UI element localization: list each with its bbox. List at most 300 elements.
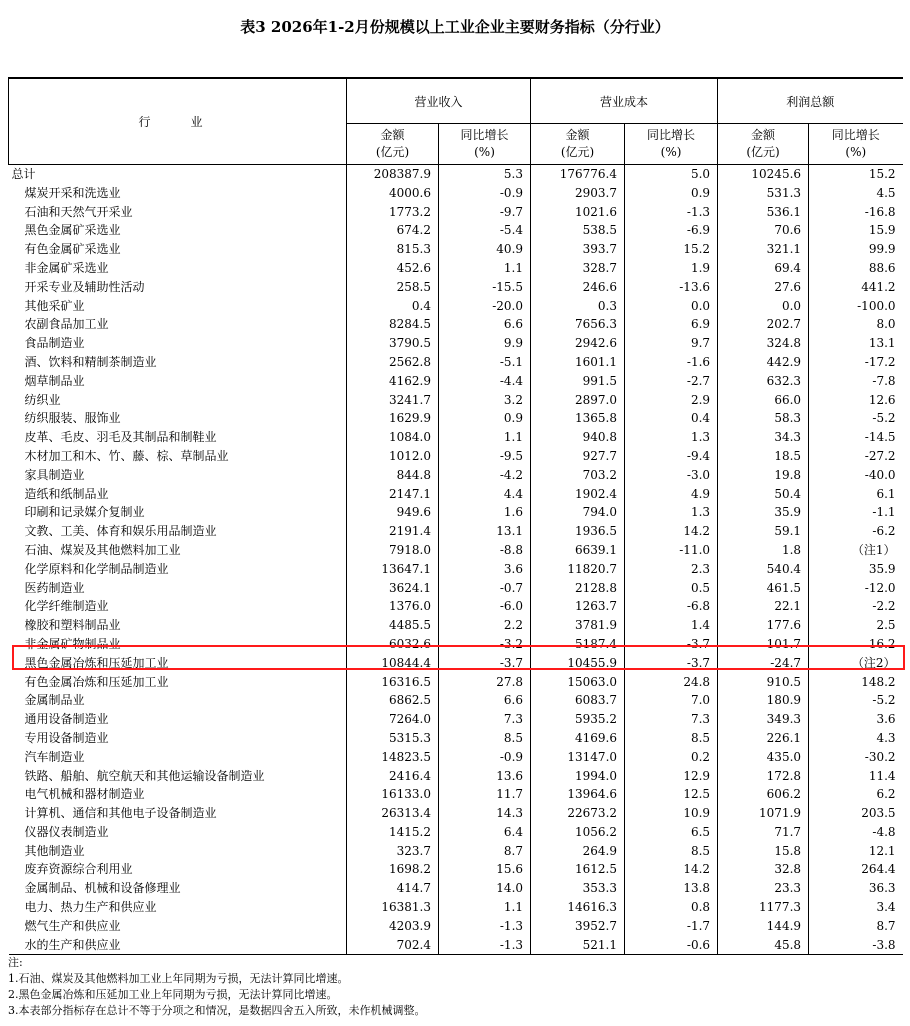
industry-name: 纺织服装、服饰业 [24,411,121,426]
value-cell: -0.9 [439,748,531,767]
industry-header: 行 业 [9,78,347,165]
value-cell: 6.1 [809,485,903,504]
value-cell: -0.7 [439,579,531,598]
value-cell: -3.0 [625,466,718,485]
value-cell: -7.8 [809,372,903,391]
industry-name: 化学纤维制造业 [24,599,109,614]
value-cell: -1.3 [439,917,531,936]
value-cell: 1365.8 [531,409,625,428]
value-cell: -5.4 [439,221,531,240]
note-item: 3.本表部分指标存在总计不等于分项之和情况，是数据四舍五入所致，未作机械调整。 [8,1004,426,1017]
value-cell: 3781.9 [531,616,625,635]
industry-name: 专用设备制造业 [24,730,109,745]
value-cell: 2562.8 [347,353,439,372]
industry-name: 总计 [11,167,36,181]
value-cell: 531.3 [718,184,809,203]
table-row [9,278,903,297]
table-row [9,842,903,861]
value-cell: 16316.5 [347,673,439,692]
table-row [9,503,903,522]
value-cell: 606.2 [718,785,809,804]
value-cell: 4.3 [809,729,903,748]
value-cell: 27.8 [439,673,531,692]
growth-label: 同比增长 [831,128,880,142]
value-cell: 5187.4 [531,635,625,654]
value-cell: 5935.2 [531,710,625,729]
value-cell: 24.8 [625,673,718,692]
value-cell: 6.9 [625,315,718,334]
value-cell: 1936.5 [531,522,625,541]
value-cell: -1.1 [809,503,903,522]
value-cell: 180.9 [718,691,809,710]
industry-name: 非金属矿采选业 [24,260,109,275]
industry-name: 纺织业 [24,392,61,407]
value-cell: 264.4 [809,860,903,879]
value-cell: 12.5 [625,785,718,804]
value-cell: 6862.5 [347,691,439,710]
value-cell: 0.0 [718,297,809,316]
value-cell: -8.8 [439,541,531,560]
industry-name: 铁路、船舶、航空航天和其他运输设备制造业 [24,768,265,783]
value-cell: 22.1 [718,597,809,616]
value-cell: 15.9 [809,221,903,240]
value-cell: -14.5 [809,428,903,447]
value-cell: 148.2 [809,673,903,692]
value-cell: 16381.3 [347,898,439,917]
value-cell: 45.8 [718,936,809,955]
value-cell: 12.1 [809,842,903,861]
industry-name: 家具制造业 [24,467,85,482]
value-cell: 71.7 [718,823,809,842]
value-cell: 101.7 [718,635,809,654]
value-cell: 11.7 [439,785,531,804]
value-cell: -2.2 [809,597,903,616]
value-cell: 452.6 [347,259,439,278]
profit-growth-header [809,124,903,165]
value-cell: 815.3 [347,240,439,259]
value-cell: 1021.6 [531,203,625,222]
industry-name: 印刷和记录媒介复制业 [24,505,145,520]
value-cell: 3.6 [809,710,903,729]
value-cell: -5.1 [439,353,531,372]
industry-name: 通用设备制造业 [24,712,109,727]
value-cell: 3952.7 [531,917,625,936]
value-cell: 7264.0 [347,710,439,729]
value-cell: -40.0 [809,466,903,485]
value-cell: -3.7 [625,635,718,654]
value-cell: -12.0 [809,579,903,598]
industry-name: 酒、饮料和精制茶制造业 [24,354,157,369]
industry-name: 电气机械和器材制造业 [24,787,145,802]
industry-name: 开采专业及辅助性活动 [24,279,145,294]
table-row [9,240,903,259]
table-header [9,78,903,165]
value-cell: 435.0 [718,748,809,767]
industry-name: 废弃资源综合利用业 [24,862,133,877]
note-item: 2.黑色金属冶炼和压延加工业上年同期为亏损，无法计算同比增速。 [8,988,338,1001]
value-cell: 8.7 [439,842,531,861]
industry-name: 农副食品加工业 [24,317,109,332]
table-row [9,729,903,748]
value-cell: 8.0 [809,315,903,334]
value-cell: 7918.0 [347,541,439,560]
value-cell: 15063.0 [531,673,625,692]
table-row [9,936,903,955]
value-cell: 70.6 [718,221,809,240]
value-cell: -1.7 [625,917,718,936]
value-cell: 324.8 [718,334,809,353]
value-cell: 0.9 [625,184,718,203]
table-row [9,466,903,485]
table-row [9,334,903,353]
value-cell: 6.4 [439,823,531,842]
value-cell: 10844.4 [347,654,439,673]
industry-name: 皮革、毛皮、羽毛及其制品和制鞋业 [24,430,217,445]
table-row [9,748,903,767]
table-row [9,522,903,541]
value-cell: 0.0 [625,297,718,316]
cost-growth-header [625,124,718,165]
value-cell: 4.9 [625,485,718,504]
value-cell: 1056.2 [531,823,625,842]
industry-name: 计算机、通信和其他电子设备制造业 [24,806,217,821]
value-cell: 176776.4 [531,165,625,184]
value-cell: 3.6 [439,560,531,579]
value-cell: -15.5 [439,278,531,297]
value-cell: 991.5 [531,372,625,391]
notes-heading: 注: [8,956,23,969]
value-cell: 35.9 [809,560,903,579]
industry-name: 其他采矿业 [24,298,85,313]
value-cell: 5315.3 [347,729,439,748]
value-cell: -13.6 [625,278,718,297]
value-cell: 442.9 [718,353,809,372]
value-cell: 8284.5 [347,315,439,334]
value-cell: 40.9 [439,240,531,259]
value-cell: 177.6 [718,616,809,635]
value-cell: 58.3 [718,409,809,428]
value-cell: 2.3 [625,560,718,579]
value-cell: 1612.5 [531,860,625,879]
value-cell: 1601.1 [531,353,625,372]
value-cell: 3.4 [809,898,903,917]
value-cell: -6.0 [439,597,531,616]
value-cell: 12.6 [809,391,903,410]
value-cell: 2897.0 [531,391,625,410]
value-cell: -100.0 [809,297,903,316]
industry-name: 石油、煤炭及其他燃料加工业 [24,542,181,557]
value-cell: 226.1 [718,729,809,748]
value-cell: 10245.6 [718,165,809,184]
industry-name: 造纸和纸制品业 [24,486,109,501]
value-cell: 1.1 [439,428,531,447]
value-cell: -11.0 [625,541,718,560]
table-row [9,616,903,635]
value-cell: -3.2 [439,635,531,654]
value-cell: 2.2 [439,616,531,635]
value-cell: 15.6 [439,860,531,879]
revenue-header: 营业收入 [347,78,531,124]
value-cell: 1994.0 [531,767,625,786]
value-cell: 7.3 [439,710,531,729]
table-row [9,898,903,917]
value-cell: 50.4 [718,485,809,504]
value-cell: 26313.4 [347,804,439,823]
value-cell: 4485.5 [347,616,439,635]
value-cell: 14616.3 [531,898,625,917]
value-cell: 1.1 [439,259,531,278]
value-cell: -9.4 [625,447,718,466]
value-cell: 441.2 [809,278,903,297]
value-cell: 1.9 [625,259,718,278]
value-cell: 2.5 [809,616,903,635]
value-cell: -0.9 [439,184,531,203]
value-cell: 4162.9 [347,372,439,391]
value-cell: 13.6 [439,767,531,786]
value-cell: 536.1 [718,203,809,222]
note-item: 1.石油、煤炭及其他燃料加工业上年同期为亏损，无法计算同比增速。 [8,972,349,985]
value-cell: 940.8 [531,428,625,447]
value-cell: -16.8 [809,203,903,222]
table-row [9,221,903,240]
value-cell: 393.7 [531,240,625,259]
cost-amount-header [531,124,625,165]
table-row [9,203,903,222]
value-cell: 632.3 [718,372,809,391]
value-cell: 6.6 [439,691,531,710]
amount-unit: (亿元) [375,145,410,159]
value-cell: -6.2 [809,522,903,541]
value-cell: 414.7 [347,879,439,898]
value-cell: 674.2 [347,221,439,240]
value-cell: 14.0 [439,879,531,898]
value-cell: 7.0 [625,691,718,710]
table-row [9,428,903,447]
table-row [9,691,903,710]
value-cell: 1263.7 [531,597,625,616]
industry-name: 医药制造业 [24,580,85,595]
industry-name: 仪器仪表制造业 [24,824,109,839]
value-cell: 4000.6 [347,184,439,203]
value-cell: -6.9 [625,221,718,240]
value-cell: 2147.1 [347,485,439,504]
value-cell: 208387.9 [347,165,439,184]
table-notes [8,955,426,1019]
value-cell: 328.7 [531,259,625,278]
value-cell: 88.6 [809,259,903,278]
amount-unit: (亿元) [560,145,595,159]
industry-name: 水的生产和供应业 [9,936,347,955]
industry-name: 非金属矿物制品业 [24,636,121,651]
industry-name: 煤炭开采和洗选业 [24,185,121,200]
value-cell: 6.6 [439,315,531,334]
value-cell: 1084.0 [347,428,439,447]
value-cell: 144.9 [718,917,809,936]
value-cell: 3241.7 [347,391,439,410]
table-row [9,597,903,616]
value-cell: 264.9 [531,842,625,861]
value-cell: 14.2 [625,860,718,879]
value-cell: 4.4 [439,485,531,504]
value-cell: 69.4 [718,259,809,278]
industry-name: 黑色金属冶炼和压延加工业 [24,655,169,670]
industry-name: 化学原料和化学制品制造业 [24,561,169,576]
value-cell: 1.6 [439,503,531,522]
value-cell: （注2） [809,654,903,673]
value-cell: 703.2 [531,466,625,485]
value-cell: 13.1 [439,522,531,541]
value-cell: 9.9 [439,334,531,353]
growth-unit: (%) [474,145,495,159]
industry-name: 有色金属冶炼和压延加工业 [24,674,169,689]
value-cell: 1902.4 [531,485,625,504]
table-row [9,860,903,879]
table-row [9,767,903,786]
value-cell: 13147.0 [531,748,625,767]
growth-unit: (%) [845,145,867,159]
value-cell: 0.4 [347,297,439,316]
value-cell: 8.5 [439,729,531,748]
value-cell: 2942.6 [531,334,625,353]
value-cell: 11.4 [809,767,903,786]
value-cell: 13.1 [809,334,903,353]
value-cell: 2903.7 [531,184,625,203]
value-cell: 538.5 [531,221,625,240]
value-cell: 19.8 [718,466,809,485]
value-cell: 13964.6 [531,785,625,804]
value-cell: 910.5 [718,673,809,692]
highlight-box [12,645,905,670]
value-cell: 1.3 [625,428,718,447]
value-cell: 258.5 [347,278,439,297]
value-cell: -4.8 [809,823,903,842]
value-cell: 1.4 [625,616,718,635]
table-title: 表3 2026年1-2月份规模以上工业企业主要财务指标（分行业） [240,18,670,36]
industry-name: 汽车制造业 [24,749,85,764]
amount-label: 金额 [380,128,405,142]
table-row [9,917,903,936]
value-cell: -1.3 [439,936,531,955]
value-cell: 1415.2 [347,823,439,842]
amount-unit: (亿元) [746,145,780,159]
value-cell: 844.8 [347,466,439,485]
value-cell: 2416.4 [347,767,439,786]
amount-label: 金额 [565,128,590,142]
table-row [9,353,903,372]
table-row [9,259,903,278]
value-cell: 1.8 [718,541,809,560]
industry-name: 燃气生产和供应业 [24,918,121,933]
value-cell: 353.3 [531,879,625,898]
value-cell: 0.3 [531,297,625,316]
value-cell: 1.3 [625,503,718,522]
value-cell: -5.2 [809,409,903,428]
value-cell: 1177.3 [718,898,809,917]
value-cell: 1629.9 [347,409,439,428]
value-cell: 36.3 [809,879,903,898]
financial-table-container [8,77,902,955]
value-cell: 1.1 [439,898,531,917]
value-cell: （注1） [809,541,903,560]
value-cell: 246.6 [531,278,625,297]
table-row [9,485,903,504]
value-cell: -3.7 [625,654,718,673]
value-cell: 66.0 [718,391,809,410]
value-cell: -3.7 [439,654,531,673]
table-row [9,372,903,391]
value-cell: 22673.2 [531,804,625,823]
value-cell: 13647.1 [347,560,439,579]
value-cell: 1012.0 [347,447,439,466]
value-cell: 5.3 [439,165,531,184]
value-cell: 12.9 [625,767,718,786]
value-cell: 23.3 [718,879,809,898]
value-cell: 1698.2 [347,860,439,879]
value-cell: 0.8 [625,898,718,917]
revenue-growth-header [439,124,531,165]
table-row [9,315,903,334]
value-cell: 4203.9 [347,917,439,936]
value-cell: 0.9 [439,409,531,428]
value-cell: 10455.9 [531,654,625,673]
profit-amount-header [718,124,809,165]
value-cell: 0.4 [625,409,718,428]
growth-label: 同比增长 [647,128,696,142]
value-cell: 16.2 [809,635,903,654]
value-cell: 99.9 [809,240,903,259]
value-cell: 3.2 [439,391,531,410]
value-cell: 16133.0 [347,785,439,804]
value-cell: -3.8 [809,936,903,955]
value-cell: 5.0 [625,165,718,184]
value-cell: 203.5 [809,804,903,823]
industry-name: 金属制品业 [24,693,85,708]
value-cell: 172.8 [718,767,809,786]
value-cell: 6032.6 [347,635,439,654]
industry-name: 橡胶和塑料制品业 [24,618,121,633]
industry-name: 文教、工美、体育和娱乐用品制造业 [24,524,217,539]
industry-name: 木材加工和木、竹、藤、棕、草制品业 [24,448,229,463]
value-cell: 349.3 [718,710,809,729]
value-cell: 7.3 [625,710,718,729]
total-row [9,165,903,184]
industry-name: 石油和天然气开采业 [24,204,133,219]
industry-name: 食品制造业 [24,336,85,351]
value-cell: -2.7 [625,372,718,391]
value-cell: 8.5 [625,729,718,748]
value-cell: 4169.6 [531,729,625,748]
value-cell: 11820.7 [531,560,625,579]
value-cell: 540.4 [718,560,809,579]
industry-name: 其他制造业 [24,843,85,858]
table-row [9,447,903,466]
value-cell: 3790.5 [347,334,439,353]
table-row [9,804,903,823]
value-cell: -30.2 [809,748,903,767]
amount-label: 金额 [751,128,776,142]
value-cell: 18.5 [718,447,809,466]
value-cell: 2.9 [625,391,718,410]
value-cell: 0.5 [625,579,718,598]
industry-name: 金属制品、机械和设备修理业 [24,881,181,896]
value-cell: 794.0 [531,503,625,522]
value-cell: 34.3 [718,428,809,447]
profit-header: 利润总额 [718,78,903,124]
financial-table [8,77,903,955]
value-cell: 35.9 [718,503,809,522]
value-cell: -4.4 [439,372,531,391]
value-cell: 202.7 [718,315,809,334]
